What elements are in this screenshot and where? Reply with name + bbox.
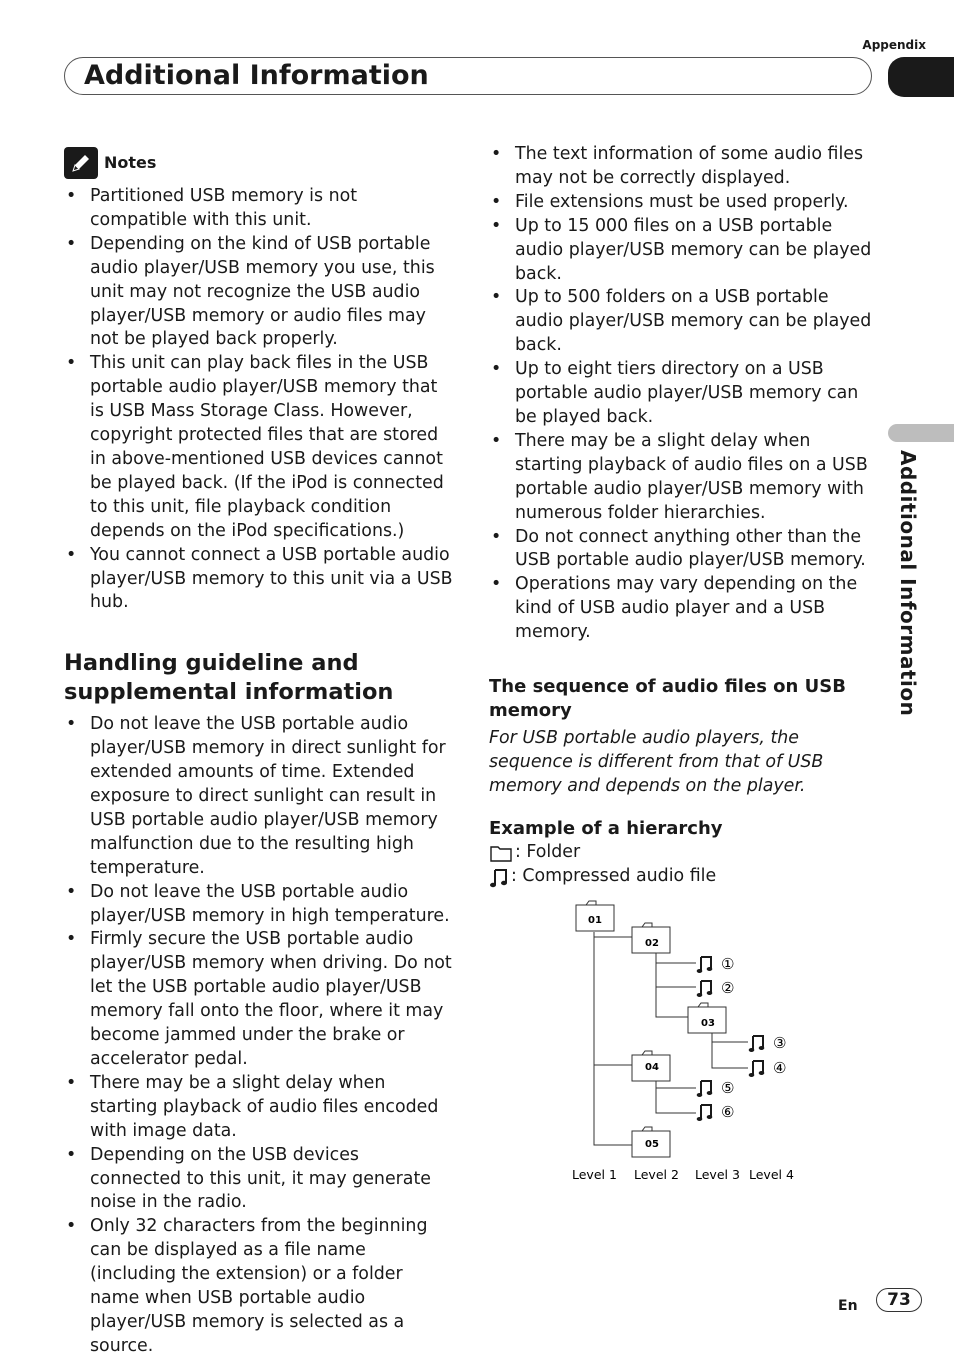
title-tab-marker: [888, 57, 954, 97]
file-number: ⑥: [721, 1103, 735, 1121]
example-heading: Example of a hierarchy: [489, 817, 723, 839]
list-item: • Operations may vary depending on the kind of USB audio player and a USB memory.: [489, 573, 877, 645]
handling-list-right: [489, 143, 877, 645]
music-note-icon: [697, 957, 713, 973]
file-number: ②: [721, 979, 735, 997]
music-note-icon: [697, 1081, 713, 1097]
list-item: • Up to 500 folders on a USB portable audio player/USB memory can be played back.: [489, 286, 877, 358]
legend-file: [489, 865, 877, 889]
left-column: [64, 147, 454, 1359]
folder-icon: [489, 843, 513, 863]
right-column: [489, 143, 877, 889]
notes-header: [64, 147, 454, 179]
side-tab-marker: [888, 424, 954, 442]
list-item: • Partitioned USB memory is not compatible with this unit.: [64, 185, 454, 233]
list-item: • File extensions must be used properly.: [489, 191, 877, 215]
list-item: • There may be a slight delay when starting playback of audio files encoded with image data.: [64, 1072, 454, 1144]
list-item: • Do not leave the USB portable audio player/USB memory in direct sunlight for extended amounts of time. Extended exposure to direct sunlight can result in USB portable audio player/USB memory malfunction due to the resulting high temperature.: [64, 713, 454, 880]
list-item: • Do not leave the USB portable audio player/USB memory in high temperature.: [64, 881, 454, 929]
language-label: En: [838, 1298, 858, 1314]
level-label: Level 4: [749, 1167, 794, 1182]
music-note-icon: [697, 981, 713, 997]
page-title: Additional Information: [84, 60, 429, 91]
legend-folder-label: : Folder: [515, 841, 581, 862]
side-tab-label: Additional Information: [896, 450, 920, 717]
music-note-icon: [489, 866, 509, 888]
list-item: • There may be a slight delay when starting playback of audio files on a USB portable audio player/USB memory with numerous folder hierarchies.: [489, 430, 877, 526]
list-item: • Only 32 characters from the beginning can be displayed as a file name (including the extension) or a folder name when USB portable audio player/USB memory is selected as a source.: [64, 1215, 454, 1358]
level-label: Level 1: [572, 1167, 617, 1182]
list-item: • Depending on the kind of USB portable audio player/USB memory you use, this unit may not recognize the USB audio player/USB memory or audio files may not be played back properly.: [64, 233, 454, 353]
music-note-icon: [749, 1036, 765, 1052]
file-number: ⑤: [721, 1079, 735, 1097]
handling-list-left: [64, 713, 454, 1358]
pencil-icon: [64, 147, 98, 179]
list-item: • The text information of some audio files may not be correctly displayed.: [489, 143, 877, 191]
list-item: • Do not connect anything other than the USB portable audio player/USB memory.: [489, 526, 877, 574]
section-label: Appendix: [862, 38, 926, 52]
list-item: • Up to 15 000 files on a USB portable audio player/USB memory can be played back.: [489, 215, 877, 287]
handling-heading: Handling guideline and supplemental information: [64, 650, 394, 706]
file-number: ③: [773, 1034, 787, 1052]
hierarchy-diagram: [560, 895, 810, 1190]
folder-label: 02: [645, 938, 659, 949]
file-number: ①: [721, 955, 735, 973]
music-note-icon: [697, 1105, 713, 1121]
level-label: Level 3: [695, 1167, 740, 1182]
list-item: • Depending on the USB devices connected to this unit, it may generate noise in the radio.: [64, 1144, 454, 1216]
list-item: • You cannot connect a USB portable audio player/USB memory to this unit via a USB hub.: [64, 544, 454, 616]
legend-file-label: : Compressed audio file: [511, 865, 717, 886]
notes-list: [64, 185, 454, 615]
file-number: ④: [773, 1059, 787, 1077]
list-item: • This unit can play back files in the USB portable audio player/USB memory that is USB Mass Storage Class. However, copyright protected files that are stored in above-mentioned USB devices cannot be played back. (If the iPod is connected to this unit, file playback condition depends on the iPod specifications.): [64, 352, 454, 543]
list-item: • Up to eight tiers directory on a USB portable audio player/USB memory can be played back.: [489, 358, 877, 430]
list-item: • Firmly secure the USB portable audio player/USB memory when driving. Do not let the USB portable audio player/USB memory fall onto the floor, where it may become jammed under the brake or accelerator pedal.: [64, 928, 454, 1071]
music-note-icon: [749, 1061, 765, 1077]
notes-heading: Notes: [104, 153, 157, 173]
sequence-heading: The sequence of audio files on USB memory: [489, 676, 846, 722]
folder-label: 03: [701, 1018, 715, 1029]
folder-label: 01: [588, 915, 602, 926]
sequence-text: For USB portable audio players, the sequence is different from that of USB memory and depends on the player.: [489, 728, 824, 796]
folder-label: 05: [645, 1139, 659, 1150]
legend-folder: [489, 841, 877, 865]
folder-label: 04: [645, 1062, 659, 1073]
page-number: 73: [876, 1288, 922, 1312]
level-label: Level 2: [634, 1167, 679, 1182]
